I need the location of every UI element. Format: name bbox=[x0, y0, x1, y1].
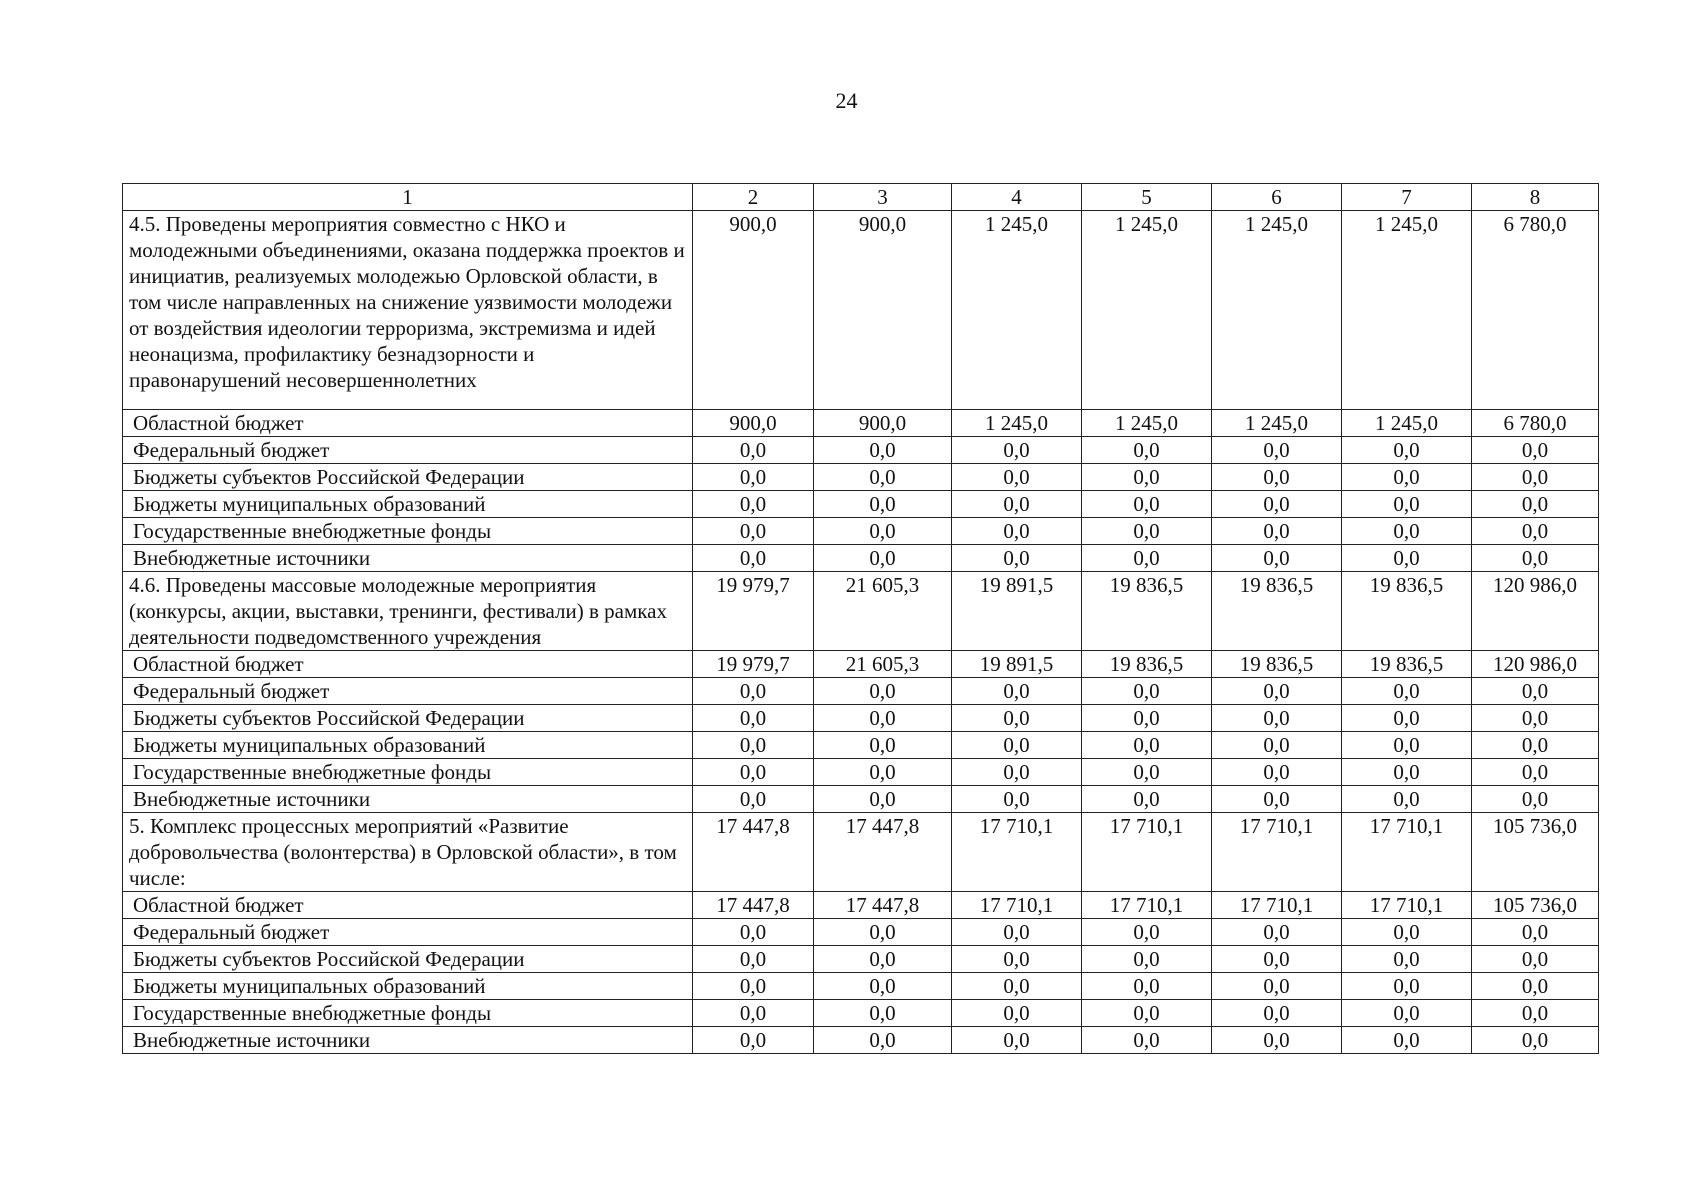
table-row bbox=[123, 892, 1599, 919]
value-cell: 0,0 bbox=[952, 545, 1082, 572]
column-header: 4 bbox=[952, 184, 1082, 211]
section-title: 5. Комплекс процессных мероприятий «Развитие добровольчества (волонтерства) в Орловской области», в том числе: bbox=[123, 813, 693, 892]
column-header: 1 bbox=[123, 184, 693, 211]
budget-table bbox=[122, 183, 1599, 1054]
value-cell: 0,0 bbox=[1212, 678, 1342, 705]
funding-source-label: Федеральный бюджет bbox=[123, 919, 693, 946]
value-cell: 0,0 bbox=[693, 464, 814, 491]
value-cell: 0,0 bbox=[1472, 1000, 1599, 1027]
section-row bbox=[123, 813, 1599, 892]
table-row bbox=[123, 410, 1599, 437]
value-cell: 19 836,5 bbox=[1212, 651, 1342, 678]
section-value-cell: 17 447,8 bbox=[814, 813, 952, 892]
value-cell: 0,0 bbox=[693, 786, 814, 813]
value-cell: 0,0 bbox=[952, 946, 1082, 973]
value-cell: 0,0 bbox=[1342, 946, 1472, 973]
value-cell: 0,0 bbox=[1342, 919, 1472, 946]
value-cell: 0,0 bbox=[693, 973, 814, 1000]
value-cell: 0,0 bbox=[1212, 1027, 1342, 1054]
value-cell: 0,0 bbox=[1212, 786, 1342, 813]
funding-source-label: Внебюджетные источники bbox=[123, 786, 693, 813]
section-row bbox=[123, 572, 1599, 651]
value-cell: 0,0 bbox=[1082, 545, 1212, 572]
value-cell: 0,0 bbox=[693, 518, 814, 545]
table-row bbox=[123, 919, 1599, 946]
value-cell: 0,0 bbox=[1342, 786, 1472, 813]
funding-source-label: Внебюджетные источники bbox=[123, 545, 693, 572]
value-cell: 0,0 bbox=[952, 786, 1082, 813]
value-cell: 17 710,1 bbox=[952, 892, 1082, 919]
value-cell: 1 245,0 bbox=[1212, 410, 1342, 437]
value-cell: 19 891,5 bbox=[952, 651, 1082, 678]
value-cell: 0,0 bbox=[814, 973, 952, 1000]
value-cell: 0,0 bbox=[814, 518, 952, 545]
table-row bbox=[123, 1000, 1599, 1027]
value-cell: 19 979,7 bbox=[693, 651, 814, 678]
value-cell: 0,0 bbox=[1472, 759, 1599, 786]
section-value-cell: 1 245,0 bbox=[1212, 211, 1342, 410]
section-value-cell: 900,0 bbox=[814, 211, 952, 410]
value-cell: 0,0 bbox=[693, 1027, 814, 1054]
section-title: 4.5. Проведены мероприятия совместно с НКО и молодежными объединениями, оказана поддержка проектов и инициатив, реализуемых молодежью Орловской области, в том числе направленных на снижение уязвимости молодежи от воздействия идеологии терроризма, экстремизма и идей неонацизма, профилактику безнадзорности и правонарушений несовершеннолетних bbox=[123, 211, 693, 410]
section-value-cell: 19 836,5 bbox=[1342, 572, 1472, 651]
funding-source-label: Федеральный бюджет bbox=[123, 678, 693, 705]
value-cell: 0,0 bbox=[1472, 491, 1599, 518]
value-cell: 0,0 bbox=[1342, 437, 1472, 464]
value-cell: 0,0 bbox=[814, 705, 952, 732]
value-cell: 0,0 bbox=[693, 732, 814, 759]
value-cell: 0,0 bbox=[693, 919, 814, 946]
value-cell: 0,0 bbox=[952, 919, 1082, 946]
value-cell: 0,0 bbox=[1342, 678, 1472, 705]
value-cell: 0,0 bbox=[1082, 759, 1212, 786]
value-cell: 0,0 bbox=[1212, 518, 1342, 545]
value-cell: 0,0 bbox=[1082, 919, 1212, 946]
column-header: 6 bbox=[1212, 184, 1342, 211]
value-cell: 17 710,1 bbox=[1212, 892, 1342, 919]
section-value-cell: 19 891,5 bbox=[952, 572, 1082, 651]
header-row bbox=[123, 184, 1599, 211]
funding-source-label: Государственные внебюджетные фонды bbox=[123, 1000, 693, 1027]
funding-source-label: Внебюджетные источники bbox=[123, 1027, 693, 1054]
value-cell: 1 245,0 bbox=[952, 410, 1082, 437]
value-cell: 0,0 bbox=[814, 464, 952, 491]
value-cell: 0,0 bbox=[952, 1000, 1082, 1027]
table-row bbox=[123, 651, 1599, 678]
value-cell: 0,0 bbox=[952, 678, 1082, 705]
funding-source-label: Бюджеты муниципальных образований bbox=[123, 973, 693, 1000]
section-value-cell: 1 245,0 bbox=[1082, 211, 1212, 410]
value-cell: 0,0 bbox=[1082, 786, 1212, 813]
value-cell: 0,0 bbox=[952, 518, 1082, 545]
funding-source-label: Областной бюджет bbox=[123, 892, 693, 919]
value-cell: 0,0 bbox=[814, 678, 952, 705]
funding-source-label: Бюджеты муниципальных образований bbox=[123, 491, 693, 518]
section-value-cell: 120 986,0 bbox=[1472, 572, 1599, 651]
value-cell: 900,0 bbox=[814, 410, 952, 437]
section-value-cell: 17 710,1 bbox=[1212, 813, 1342, 892]
value-cell: 0,0 bbox=[814, 491, 952, 518]
value-cell: 0,0 bbox=[1472, 973, 1599, 1000]
table-row bbox=[123, 491, 1599, 518]
column-header: 2 bbox=[693, 184, 814, 211]
value-cell: 900,0 bbox=[693, 410, 814, 437]
section-value-cell: 17 710,1 bbox=[1342, 813, 1472, 892]
value-cell: 0,0 bbox=[1082, 491, 1212, 518]
section-value-cell: 1 245,0 bbox=[1342, 211, 1472, 410]
section-value-cell: 6 780,0 bbox=[1472, 211, 1599, 410]
funding-source-label: Бюджеты субъектов Российской Федерации bbox=[123, 946, 693, 973]
value-cell: 0,0 bbox=[814, 545, 952, 572]
value-cell: 0,0 bbox=[1472, 518, 1599, 545]
table-row bbox=[123, 1027, 1599, 1054]
value-cell: 0,0 bbox=[814, 1000, 952, 1027]
value-cell: 0,0 bbox=[1212, 545, 1342, 572]
value-cell: 0,0 bbox=[1212, 1000, 1342, 1027]
section-value-cell: 19 836,5 bbox=[1212, 572, 1342, 651]
value-cell: 0,0 bbox=[1082, 705, 1212, 732]
value-cell: 0,0 bbox=[1342, 732, 1472, 759]
value-cell: 0,0 bbox=[1472, 732, 1599, 759]
value-cell: 0,0 bbox=[814, 919, 952, 946]
value-cell: 0,0 bbox=[1342, 491, 1472, 518]
section-value-cell: 17 710,1 bbox=[1082, 813, 1212, 892]
funding-source-label: Государственные внебюджетные фонды bbox=[123, 518, 693, 545]
value-cell: 0,0 bbox=[1082, 1000, 1212, 1027]
table-row bbox=[123, 518, 1599, 545]
funding-source-label: Областной бюджет bbox=[123, 651, 693, 678]
value-cell: 0,0 bbox=[814, 786, 952, 813]
value-cell: 0,0 bbox=[1082, 437, 1212, 464]
value-cell: 0,0 bbox=[1472, 545, 1599, 572]
funding-source-label: Бюджеты субъектов Российской Федерации bbox=[123, 464, 693, 491]
column-header: 7 bbox=[1342, 184, 1472, 211]
value-cell: 0,0 bbox=[1212, 919, 1342, 946]
value-cell: 0,0 bbox=[1212, 464, 1342, 491]
value-cell: 0,0 bbox=[1342, 1000, 1472, 1027]
column-header: 8 bbox=[1472, 184, 1599, 211]
value-cell: 0,0 bbox=[693, 437, 814, 464]
section-title: 4.6. Проведены массовые молодежные мероприятия (конкурсы, акции, выставки, тренинги, фестивали) в рамках деятельности подведомственного учреждения bbox=[123, 572, 693, 651]
table-row bbox=[123, 705, 1599, 732]
value-cell: 17 710,1 bbox=[1082, 892, 1212, 919]
section-value-cell: 19 979,7 bbox=[693, 572, 814, 651]
value-cell: 0,0 bbox=[1082, 946, 1212, 973]
value-cell: 0,0 bbox=[1342, 973, 1472, 1000]
table-row bbox=[123, 973, 1599, 1000]
value-cell: 0,0 bbox=[693, 946, 814, 973]
value-cell: 0,0 bbox=[693, 759, 814, 786]
value-cell: 0,0 bbox=[952, 732, 1082, 759]
value-cell: 0,0 bbox=[1212, 491, 1342, 518]
funding-source-label: Областной бюджет bbox=[123, 410, 693, 437]
value-cell: 0,0 bbox=[1342, 705, 1472, 732]
funding-source-label: Федеральный бюджет bbox=[123, 437, 693, 464]
value-cell: 0,0 bbox=[693, 491, 814, 518]
funding-source-label: Бюджеты муниципальных образований bbox=[123, 732, 693, 759]
value-cell: 0,0 bbox=[693, 545, 814, 572]
value-cell: 0,0 bbox=[1212, 973, 1342, 1000]
value-cell: 21 605,3 bbox=[814, 651, 952, 678]
value-cell: 0,0 bbox=[952, 1027, 1082, 1054]
value-cell: 0,0 bbox=[1342, 545, 1472, 572]
value-cell: 0,0 bbox=[1342, 1027, 1472, 1054]
value-cell: 0,0 bbox=[1212, 946, 1342, 973]
value-cell: 0,0 bbox=[1472, 786, 1599, 813]
value-cell: 0,0 bbox=[814, 732, 952, 759]
value-cell: 0,0 bbox=[1082, 464, 1212, 491]
value-cell: 17 447,8 bbox=[693, 892, 814, 919]
value-cell: 0,0 bbox=[1082, 678, 1212, 705]
section-value-cell: 19 836,5 bbox=[1082, 572, 1212, 651]
section-row bbox=[123, 211, 1599, 410]
value-cell: 0,0 bbox=[814, 1027, 952, 1054]
value-cell: 0,0 bbox=[1082, 732, 1212, 759]
value-cell: 17 710,1 bbox=[1342, 892, 1472, 919]
value-cell: 0,0 bbox=[814, 946, 952, 973]
value-cell: 0,0 bbox=[1342, 464, 1472, 491]
value-cell: 0,0 bbox=[1212, 732, 1342, 759]
section-value-cell: 105 736,0 bbox=[1472, 813, 1599, 892]
section-value-cell: 17 447,8 bbox=[693, 813, 814, 892]
value-cell: 19 836,5 bbox=[1082, 651, 1212, 678]
value-cell: 6 780,0 bbox=[1472, 410, 1599, 437]
value-cell: 0,0 bbox=[952, 759, 1082, 786]
table-row bbox=[123, 732, 1599, 759]
funding-source-label: Бюджеты субъектов Российской Федерации bbox=[123, 705, 693, 732]
table-row bbox=[123, 464, 1599, 491]
value-cell: 0,0 bbox=[1472, 705, 1599, 732]
value-cell: 0,0 bbox=[1472, 946, 1599, 973]
value-cell: 0,0 bbox=[952, 973, 1082, 1000]
value-cell: 0,0 bbox=[952, 437, 1082, 464]
value-cell: 0,0 bbox=[1472, 464, 1599, 491]
value-cell: 0,0 bbox=[1212, 759, 1342, 786]
value-cell: 0,0 bbox=[693, 1000, 814, 1027]
value-cell: 0,0 bbox=[1342, 518, 1472, 545]
funding-source-label: Государственные внебюджетные фонды bbox=[123, 759, 693, 786]
table-body bbox=[123, 211, 1599, 1054]
value-cell: 0,0 bbox=[693, 705, 814, 732]
page-number: 24 bbox=[835, 88, 858, 113]
value-cell: 1 245,0 bbox=[1342, 410, 1472, 437]
value-cell: 0,0 bbox=[1472, 678, 1599, 705]
value-cell: 1 245,0 bbox=[1082, 410, 1212, 437]
value-cell: 105 736,0 bbox=[1472, 892, 1599, 919]
value-cell: 0,0 bbox=[814, 437, 952, 464]
value-cell: 0,0 bbox=[1472, 437, 1599, 464]
value-cell: 0,0 bbox=[952, 464, 1082, 491]
table-row bbox=[123, 786, 1599, 813]
section-value-cell: 21 605,3 bbox=[814, 572, 952, 651]
section-value-cell: 1 245,0 bbox=[952, 211, 1082, 410]
value-cell: 0,0 bbox=[1472, 919, 1599, 946]
value-cell: 0,0 bbox=[952, 705, 1082, 732]
value-cell: 120 986,0 bbox=[1472, 651, 1599, 678]
value-cell: 0,0 bbox=[1082, 1027, 1212, 1054]
table-row bbox=[123, 759, 1599, 786]
value-cell: 0,0 bbox=[693, 678, 814, 705]
table-row bbox=[123, 678, 1599, 705]
value-cell: 17 447,8 bbox=[814, 892, 952, 919]
value-cell: 0,0 bbox=[1082, 518, 1212, 545]
table-row bbox=[123, 946, 1599, 973]
section-value-cell: 900,0 bbox=[693, 211, 814, 410]
section-value-cell: 17 710,1 bbox=[952, 813, 1082, 892]
value-cell: 19 836,5 bbox=[1342, 651, 1472, 678]
value-cell: 0,0 bbox=[1342, 759, 1472, 786]
column-header: 3 bbox=[814, 184, 952, 211]
table-row bbox=[123, 437, 1599, 464]
column-header: 5 bbox=[1082, 184, 1212, 211]
value-cell: 0,0 bbox=[1082, 973, 1212, 1000]
value-cell: 0,0 bbox=[1212, 437, 1342, 464]
value-cell: 0,0 bbox=[1212, 705, 1342, 732]
table-row bbox=[123, 545, 1599, 572]
value-cell: 0,0 bbox=[814, 759, 952, 786]
value-cell: 0,0 bbox=[952, 491, 1082, 518]
value-cell: 0,0 bbox=[1472, 1027, 1599, 1054]
